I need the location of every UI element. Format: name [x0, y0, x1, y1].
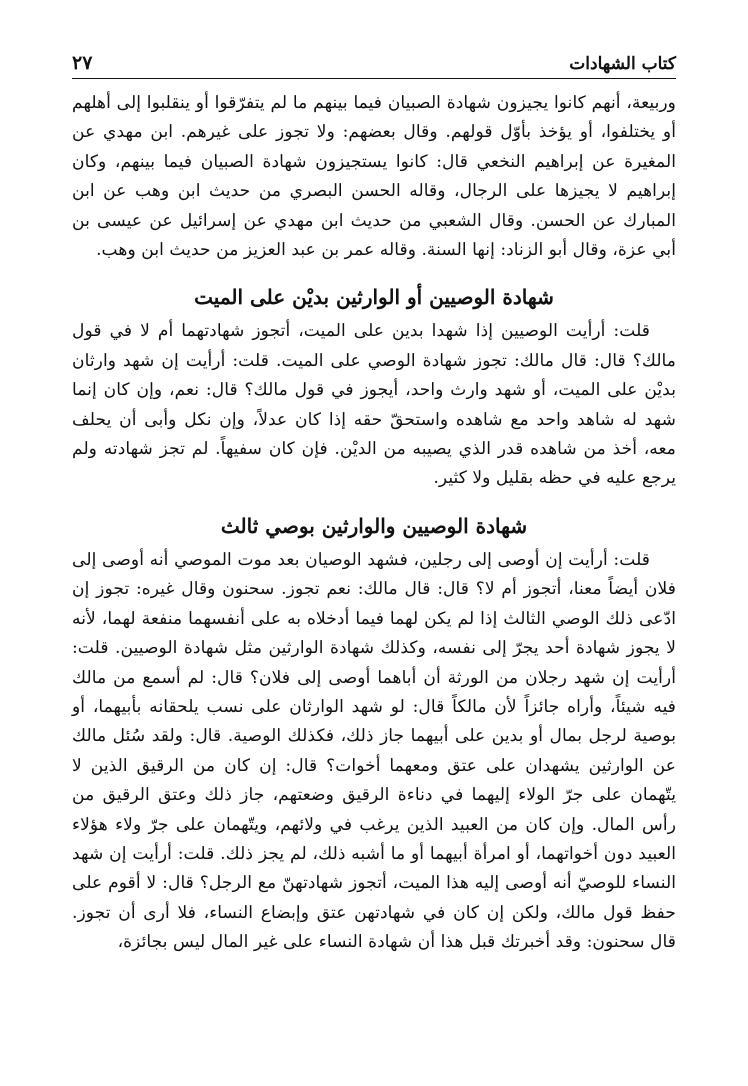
page-number: ٢٧ — [72, 52, 93, 74]
paragraph: قلت: أرأيت الوصيين إذا شهدا بدين على الميت، أتجوز شهادتهما أم لا في قول مالك؟ قال: قال مالك: تجوز شهادة الوصي على الميت. قلت: أرأيت إن شهد وارثان بديْن على الميت، أو شهد وارث واحد، أيجوز في قول مالك؟ قال: نعم، وإن كان إنما شهد له شاهد واحد مع شاهده واستحقّ حقه إذا كان عدلاً، وإن نكل وأبى أن يحلف معه، أخذ من شاهده قدر الذي يصيبه من الديْن. فإن كان سفيهاً. لم تجز شهادته ولم يرجع عليه في حظه بقليل ولا كثير. — [72, 321, 676, 489]
paragraph: قلت: أرأيت إن أوصى إلى رجلين، فشهد الوصيان بعد موت الموصي أنه أوصى إلى فلان أيضاً معنا، أتجوز أم لا؟ قال: قال مالك: نعم تجوز. سحنون وقال غيره: تجوز إن ادّعى ذلك الوصي الثالث إذا لم يكن لهما فيما أدخلاه به على أنفسهما منفعة لهما، لأنه لا يجوز شهادة أحد يجرّ إلى نفسه، وكذلك شهادة الوارثين مثل شهادة الوصيين. قلت: أرأيت إن شهد رجلان من الورثة أن أباهما أوصى إلى فلان؟ قال: لم أسمع من مالك فيه شيئاً، وأراه جائزاً لأن مالكاً قال: لو شهد الوارثان على نسب يلحقانه بأبيهما، أو بوصية لرجل بمال أو بدين على أبيهما جاز ذلك، فكذلك الوصية. قال: ولقد سُئل مالك عن الوارثين يشهدان على عتق ومعهما أخوات؟ قال: إن كان من الرقيق الذين لا يتّهمان على جرّ الولاء إليهما في دناءة الرقيق وضعتهم، جاز ذلك وعتق الرقيق من رأس المال. وإن كان من العبيد الذين يرغب في ولائهم، ويتّهمان على جرّ ولاء هؤلاء العبيد دون أخواتهما، أو امرأة أبيهما أو ما أشبه ذلك، لم يجز ذلك. قلت: أرأيت إن شهد النساء للوصيّ أنه أوصى إليه هذا الميت، أتجوز شهادتهنّ مع الرجل؟ قال: لا أقوم على حفظ قول مالك، ولكن إن كان في شهادتهن عتق وإبضاع النساء، فلا أرى أن تجوز. قال سحنون: وقد أخبرتك قبل هذا أن شهادة النساء على غير المال ليس بجائزة، — [72, 549, 676, 953]
section-heading: شهادة الوصيين أو الوارثين بديْن على الميت — [194, 285, 554, 310]
paragraph: وربيعة، أنهم كانوا يجيزون شهادة الصبيان فيما بينهم ما لم يتفرّقوا أو ينقلبوا إلى أهلهم أو يختلفوا، أو يؤخذ بأوّل قولهم. وقال بعضهم: ولا تجوز على غيرهم. ابن مهدي عن المغيرة عن إبراهيم النخعي قال: كانوا يستجيزون شهادة الصبيان فيما بينهم، وكان إبراهيم لا يجيزها على الرجال، وقاله الحسن البصري من حديث ابن وهب عن ابن المبارك عن الحسن. وقال الشعبي من حديث ابن مهدي عن إسرائيل عن عيسى بن أبي عزة، وقال أبو الزناد: إنها السنة. وقاله عمر بن عبد العزيز من حديث ابن وهب. — [72, 93, 676, 261]
page-header — [72, 44, 676, 79]
section-heading: شهادة الوصيين والوارثين بوصي ثالث — [220, 513, 528, 538]
body-text — [72, 89, 676, 958]
running-title: كتاب الشهادات — [569, 54, 676, 74]
